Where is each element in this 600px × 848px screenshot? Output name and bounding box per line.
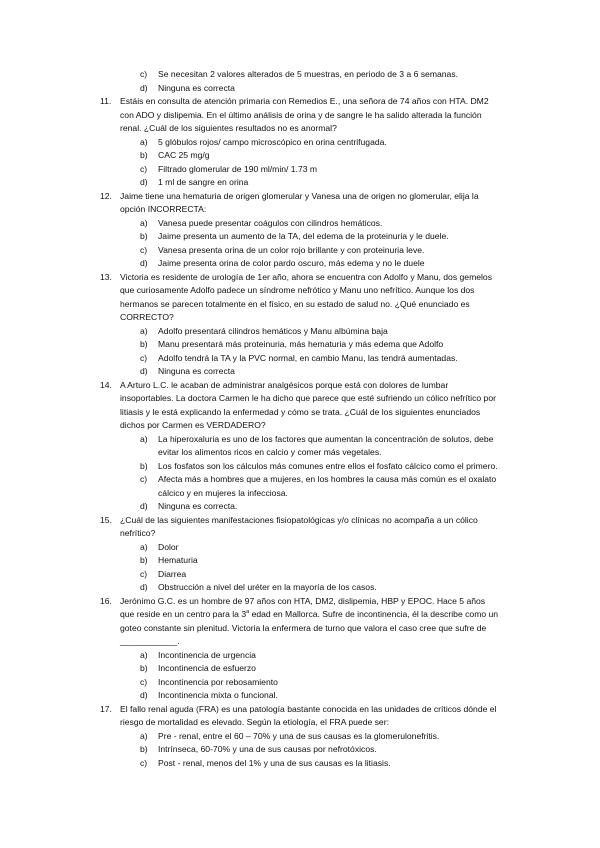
option-letter: d) [140,582,148,592]
option-letter: d) [140,82,148,93]
option-row [0,433,600,460]
question-text: El fallo renal aguda (FRA) es una patología bastante conocida en las unidades de críticos dónde el riesgo de mortalidad es elevado. Según la etiología, el FRA puede ser: [120,703,497,727]
option-text: Diarrea [158,568,187,579]
option-letter: d) [140,258,148,268]
option-row [0,500,600,514]
option-letter: d) [140,690,148,700]
option-letter: a) [140,541,148,552]
question-text: Jaime tiene una hematuria de origen glomerular y Vanesa una de origen no glomerular, elija la opción INCORRECTA: [120,190,479,214]
question-number: 14. [100,379,112,390]
option-letter: d) [140,366,148,376]
question-number: 13. [100,271,112,282]
option-letter: a) [140,730,148,741]
option-text: Filtrado glomerular de 190 ml/min/ 1.73 m [158,163,318,174]
option-letter: b) [140,231,148,241]
option-text: Jaime presenta orina de color pardo oscuro, más edema y no le duele [158,258,425,268]
option-row [0,325,600,339]
option-row [0,163,600,177]
option-row [0,689,600,703]
option-letter: b) [140,150,148,160]
option-text: Intrínseca, 60-70% y una de sus causas por nefrotóxicos. [158,744,377,754]
option-row [0,365,600,379]
question-number: 12. [100,190,112,201]
question-13 [0,271,600,325]
option-row [0,257,600,271]
question-16 [0,595,600,649]
option-text: Obstrucción a nivel del uréter en la mayoría de los casos. [158,582,377,592]
option-letter: c) [140,676,148,687]
option-letter: c) [140,474,148,484]
option-row [0,730,600,744]
option-letter: b) [140,555,148,565]
option-letter: c) [140,568,148,579]
option-row [0,757,600,771]
question-text: ¿Cuál de las siguientes manifestaciones fisiopatológicas y/o clínicas no acompaña a un cólico nefrítico? [120,514,478,538]
option-text: Adolfo tendrá la TA y la PVC normal, en cambio Manu, las tendrá aumentadas. [158,352,458,363]
option-row [0,662,600,676]
option-row [0,338,600,352]
option-text: 1 ml de sangre en orina [158,177,249,187]
option-row [0,554,600,568]
option-letter: c) [140,244,148,255]
question-text-part: edad en Mallorca. Sufre de incontinencia, él la describe como un goteo constante sin plenitud. Victoria la enfermera de turno que valora el caso cree que sufre de ____________. [120,609,499,646]
option-text: Hematuria [158,555,198,565]
question-number: 11. [100,96,112,106]
option-text: Ninguna es correcta [158,366,235,376]
option-text: Adolfo presentará cilindros hemáticos y Manu albúmina baja [158,325,388,336]
option-row [0,473,600,500]
option-text: CAC 25 mg/g [158,150,210,160]
ordinal-superscript: a [246,609,250,616]
question-text-part: Jerónimo G.C. es un hombre de 97 años con HTA, DM2, dislipemia, HBP y EPOC. Hace 5 años que reside en un centro para la 3 [120,595,486,619]
question-17 [0,703,600,730]
option-text: Los fosfatos son los cálculos más comunes entre ellos el fosfato cálcico como el primero. [158,460,498,471]
option-letter: b) [140,744,148,754]
option-letter: b) [140,663,148,673]
question-text: A Arturo L.C. le acaban de administrar analgésicos porque está con dolores de lumbar insoportables. La doctora Carmen le ha dicho que parece que esté sufriendo un cólico nefrítico por litiasis y le está explicando la enfermedad y cómo se trata. ¿Cuál de los siguientes enunciados dichos por Carmen es VERDADERO? [120,379,496,430]
option-row [0,352,600,366]
option-text: Manu presentará más proteinuria, más hematuria y más edema que Adolfo [158,339,444,349]
option-text: Incontinencia por rebosamiento [158,676,278,687]
option-letter: b) [140,460,148,471]
question-14 [0,379,600,433]
question-12 [0,190,600,217]
option-row [0,541,600,555]
option-row [0,176,600,190]
option-text: Incontinencia de esfuerzo [158,663,256,673]
question-number: 15. [100,514,112,525]
option-row [0,68,600,82]
option-text: Incontinencia de urgencia [158,649,256,660]
option-row [0,244,600,258]
option-letter: a) [140,649,148,660]
option-letter: d) [140,501,148,511]
option-text: Vanesa presenta orina de un color rojo brillante y con proteinuria leve. [158,244,425,255]
option-text: Ninguna es correcta. [158,501,238,511]
option-row [0,676,600,690]
option-row [0,581,600,595]
option-row [0,460,600,474]
option-letter: a) [140,433,148,444]
option-text: Afecta más a hombres que a mujeres, en los hombres la causa más común es el oxalato cálcico y en mujeres la infecciosa. [158,474,497,498]
option-row [0,568,600,582]
question-number: 17. [100,703,112,714]
question-text: Victoria es residente de urología de 1er año, ahora se encuentra con Adolfo y Manu, dos gemelos que curiosamente Adolfo padece un síndrome nefrótico y Manu uno nefrítico. Aunque los dos hermanos se parecen totalmente en el físico, en su estado de salud no. ¿Qué enunciado es CORRECTO? [120,271,492,322]
option-text: Dolor [158,541,179,552]
option-letter: a) [140,325,148,336]
question-11 [0,95,600,136]
option-letter: d) [140,177,148,187]
option-letter: a) [140,136,148,147]
option-row [0,149,600,163]
question-15 [0,514,600,541]
option-letter: b) [140,339,148,349]
option-row [0,743,600,757]
option-text: Pre - renal, entre el 60 – 70% y una de sus causas es la glomerulonefritis. [158,730,440,741]
option-text: Post - renal, menos del 1% y una de sus causas es la litiasis. [158,757,391,768]
option-letter: c) [140,69,148,79]
option-letter: c) [140,163,148,174]
option-text: Incontinencia mixta o funcional. [158,690,278,700]
option-text: 5 glóbulos rojos/ campo microscópico en orina centrifugada. [158,136,387,147]
option-row [0,136,600,150]
option-row [0,649,600,663]
question-text: Estáis en consulta de atención primaria con Remedios E., una señora de 74 años con HTA. DM2 con ADO y dislipemia. En el último análisis de orina y de sangre le ha salido alterada la función renal. ¿Cuál de los siguientes resultados no es anormal? [120,96,489,133]
option-row [0,82,600,96]
option-letter: c) [140,352,148,363]
option-row [0,217,600,231]
option-text: Vanesa puede presentar coágulos con cilindros hemáticos. [158,217,383,228]
option-letter: c) [140,757,148,768]
option-text: Ninguna es correcta [158,82,235,93]
option-text: Se necesitan 2 valores alterados de 5 muestras, en periodo de 3 a 6 semanas. [158,69,459,79]
option-text: Jaime presenta un aumento de la TA, del edema de la proteinuria y le duele. [158,231,449,241]
option-text: La hiperoxaluria es uno de los factores que aumentan la concentración de solutos, debe evitar los alimentos ricos en calcio y comer más vegetales. [158,433,494,457]
option-row [0,230,600,244]
question-number: 16. [100,595,112,606]
option-letter: a) [140,217,148,228]
